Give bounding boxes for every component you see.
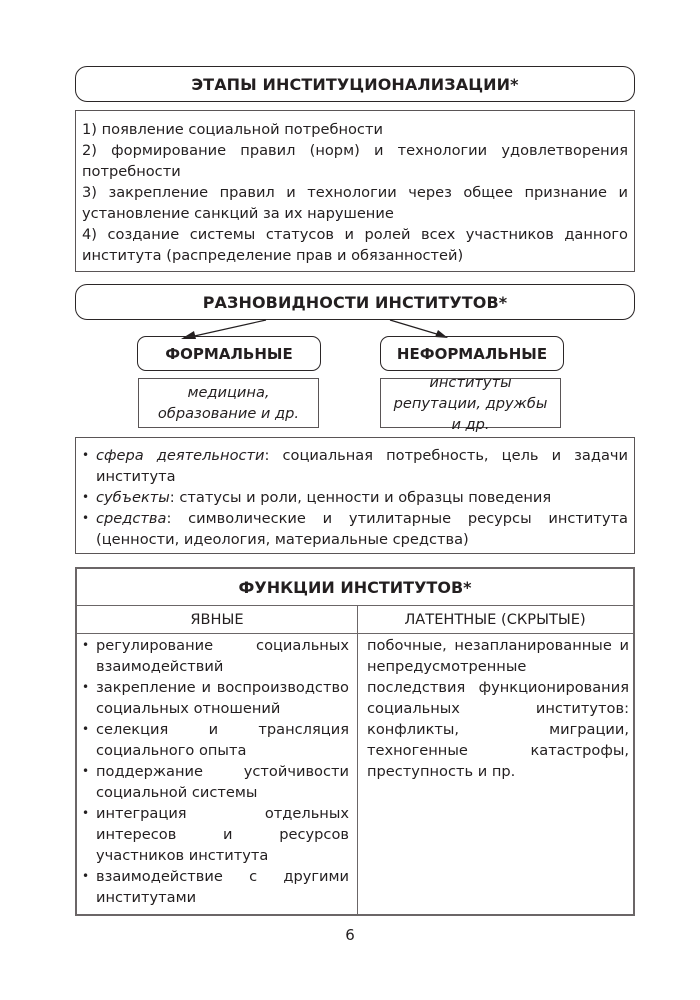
functions-table xyxy=(75,567,635,916)
page-number: 6 xyxy=(345,926,355,944)
explicit-function-item: • закрепление и воспроизводство социальных отношений xyxy=(80,677,349,719)
structure-text: : статусы и роли, ценности и образцы поведения xyxy=(169,489,552,506)
structure-term: субъекты xyxy=(96,489,170,506)
formal-examples: медицина, образование и др. xyxy=(157,384,300,422)
formal-label-box xyxy=(137,336,321,371)
table-divider xyxy=(77,633,633,634)
structure-term: средства xyxy=(96,510,167,527)
explicit-function-item: • интеграция отдельных интересов и ресурсов участников института xyxy=(80,803,349,866)
structure-item xyxy=(80,508,628,550)
stage-item: 1) появление социальной потребности xyxy=(82,121,383,138)
informal-label-box xyxy=(380,336,564,371)
column-header-latent: ЛАТЕНТНЫЕ (СКРЫТЫЕ) xyxy=(404,610,586,628)
structure-term: сфера деятельности xyxy=(96,447,265,464)
explicit-function-item: • регулирование социальных взаимодействий xyxy=(80,635,349,677)
explicit-function-item: • селекция и трансляция социального опыта xyxy=(80,719,349,761)
latent-functions-text: побочные, незапланированные и непредусмотренные последствия функционирования социальных институтов: конфликты, миграции, техногенные катастрофы, преступность и пр. xyxy=(367,637,629,780)
explicit-functions-cell xyxy=(77,635,357,908)
informal-examples-box xyxy=(380,373,561,433)
stage-item: 4) создание системы статусов и ролей всех участников данного института (распределение прав и обязанностей) xyxy=(82,226,628,264)
types-title: РАЗНОВИДНОСТИ ИНСТИТУТОВ* xyxy=(202,292,508,312)
stage-item: 2) формирование правил (норм) и технологии удовлетворения потребности xyxy=(82,142,628,180)
stage-item: 3) закрепление правил и технологии через общее признание и установление санкций за их нарушение xyxy=(82,184,628,222)
structure-box xyxy=(75,437,635,554)
functions-title: ФУНКЦИИ ИНСТИТУТОВ* xyxy=(238,577,472,597)
explicit-function-item: • взаимодействие с другими институтами xyxy=(80,866,349,908)
informal-examples: институты репутации, дружбы и др. xyxy=(393,373,548,433)
latent-functions-cell xyxy=(358,635,633,782)
formal-label: ФОРМАЛЬНЫЕ xyxy=(165,344,293,363)
structure-text: : символические и утилитарные ресурсы института (ценности, идеология, материальные средства) xyxy=(96,510,628,548)
structure-text: : социальная потребность, цель и задачи института xyxy=(96,447,629,485)
formal-examples-box xyxy=(138,378,319,428)
column-header-explicit: ЯВНЫЕ xyxy=(190,610,244,628)
explicit-function-item: • поддержание устойчивости социальной системы xyxy=(80,761,349,803)
informal-label: НЕФОРМАЛЬНЫЕ xyxy=(396,344,548,363)
structure-item xyxy=(80,487,628,508)
structure-item xyxy=(80,445,628,487)
stages-title: ЭТАПЫ ИНСТИТУЦИОНАЛИЗАЦИИ* xyxy=(191,74,519,94)
